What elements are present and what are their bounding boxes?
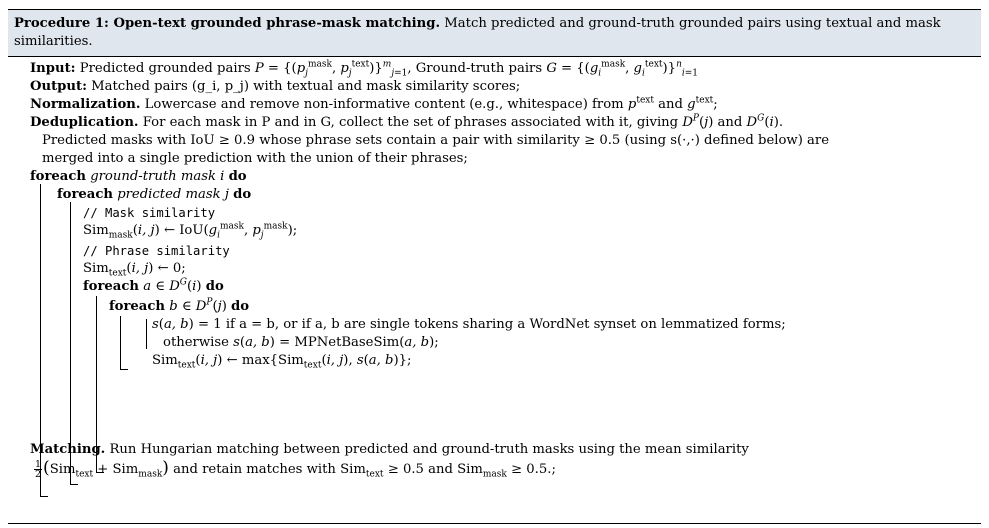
- deduplication-line-2: Predicted masks with IoU ≥ 0.9 whose phrase sets contain a pair with similarity ≥ 0.5 (using s(·,·) defined below) are: [42, 133, 830, 148]
- normalization-formula: $p^{text}$ and $g^{text}$;: [627, 95, 718, 112]
- output-label: Output:: [30, 79, 87, 94]
- deduplication-label: Deduplication.: [30, 115, 139, 130]
- matching-line-2: [34, 459, 556, 479]
- foreach-b-bracket-foot: [120, 369, 128, 370]
- s-otherwise-text: otherwise: [163, 335, 229, 350]
- comment-mask-similarity: // Mask similarity: [83, 206, 216, 220]
- keyword-foreach: foreach: [30, 169, 86, 184]
- normalization-label: Normalization.: [30, 97, 141, 112]
- procedure-description: Match predicted and ground-truth grounded pairs using textual and mask similarities.: [14, 16, 941, 49]
- outer-foreach-line: [30, 168, 247, 186]
- procedure-title: Procedure 1: Open-text grounded phrase-mask matching.: [14, 16, 441, 31]
- keyword-do: do: [228, 169, 247, 184]
- matching-line-1: [30, 441, 749, 459]
- normalization-text: Lowercase and remove non-informative content (e.g., whitespace) from: [144, 97, 624, 112]
- s-otherwise-formula: s(a, b) = MPNetBaseSim(a, b);: [233, 335, 439, 350]
- procedure-box: [8, 9, 981, 524]
- input-line: [30, 60, 698, 78]
- foreach-b-formula: b ∈ $D^P(j)$: [169, 297, 227, 314]
- s-definition-line-1: [152, 316, 786, 334]
- inner-foreach-line: [57, 186, 251, 204]
- outer-loop-variable: ground-truth mask i: [90, 169, 225, 184]
- input-formula: $P = \{(p_j^{mask}$, $p_j^{text})\}^m_{j=1}$, Ground-truth pairs $G = \{(g_i^{mask}$, $g_i^{text})\}^n_{i=1}$: [254, 59, 699, 79]
- deduplication-line-3: merged into a single prediction with the union of their phrases;: [42, 151, 468, 166]
- input-text: Predicted grounded pairs: [79, 61, 251, 76]
- outer-loop-bracket-foot: [40, 496, 48, 497]
- foreach-b-bracket: [120, 316, 121, 369]
- procedure-caption: [8, 10, 981, 57]
- inner-loop-variable: predicted mask j: [117, 187, 229, 202]
- output-text: Matched pairs (g_i, p_j) with textual and mask similarity scores;: [91, 79, 521, 94]
- s-definition-bracket: [146, 319, 147, 349]
- keyword-foreach: foreach: [57, 187, 113, 202]
- keyword-foreach: foreach: [83, 279, 139, 294]
- keyword-foreach: foreach: [109, 299, 165, 314]
- matching-threshold-formula: Sim$_{text}$ ≥ 0.5 and Sim$_{mask}$ ≥ 0.5.;: [340, 462, 556, 480]
- normalization-line: [30, 96, 718, 114]
- comment-phrase-similarity: // Phrase similarity: [83, 244, 230, 258]
- mask-similarity-assignment: Sim$_{mask}$(i, j) ← $IoU(g_i^{mask}$, $p_j^{mask}$);: [83, 221, 298, 241]
- s-def-formula: s(a, b) = 1: [152, 317, 222, 332]
- s-definition-line-2: [163, 334, 439, 352]
- mean-similarity-formula: $\frac{1}{2}$ (Sim$_{text}$ + Sim$_{mask}$): [35, 458, 169, 480]
- input-label: Input:: [30, 61, 76, 76]
- phrase-similarity-update: Sim$_{text}$(i, j) ← max{Sim$_{text}$(i, j), s(a, b)};: [152, 353, 412, 371]
- keyword-do: do: [231, 299, 250, 314]
- deduplication-line-1: [30, 114, 783, 132]
- deduplication-formula: $D^P(j)$ and $D^G(i)$.: [682, 113, 784, 130]
- phrase-similarity-init: Sim$_{text}$(i, j) ← 0;: [83, 261, 186, 279]
- matching-label: Matching.: [30, 442, 106, 457]
- foreach-a-formula: a ∈ $D^G(i)$: [143, 277, 202, 294]
- inner-loop-bracket-foot: [70, 484, 78, 485]
- deduplication-text-1: For each mask in P and in G, collect the set of phrases associated with it, giving: [142, 115, 679, 130]
- foreach-a-line: [83, 278, 224, 296]
- foreach-b-line: [109, 298, 249, 316]
- s-def-text: if a = b, or if a, b are single tokens sharing a WordNet synset on lemmatized forms;: [225, 317, 786, 332]
- matching-text-1: Run Hungarian matching between predicted and ground-truth masks using the mean similarity: [109, 442, 749, 457]
- output-line: [30, 78, 520, 96]
- keyword-do: do: [205, 279, 224, 294]
- matching-text-2: and retain matches with: [173, 462, 336, 477]
- procedure-body: [8, 57, 981, 523]
- keyword-do: do: [233, 187, 252, 202]
